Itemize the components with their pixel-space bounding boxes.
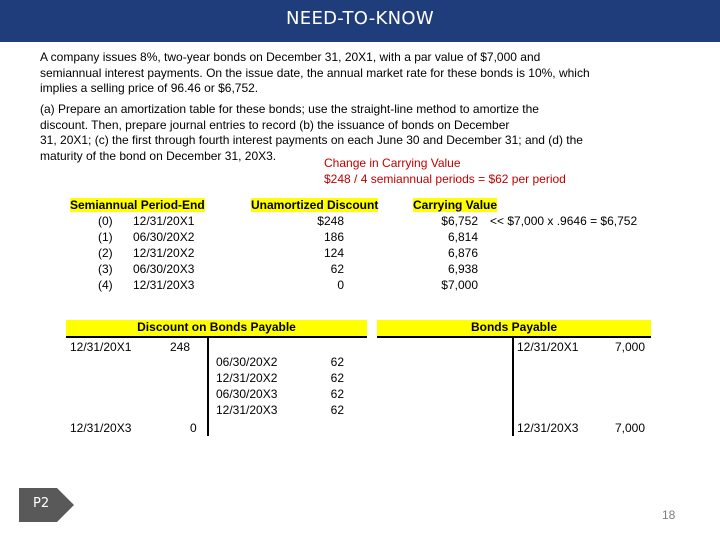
credit-amount: 62 (330, 387, 344, 401)
credit-date: 12/31/20X3 (216, 403, 278, 417)
period-label: (1) (98, 230, 113, 244)
period-label: (2) (98, 246, 113, 260)
intro-paragraph (40, 50, 590, 97)
period-label: (3) (98, 262, 113, 276)
change-title: Change in Carrying Value (324, 156, 461, 170)
debit-amount: 248 (170, 340, 191, 354)
intro-line: A company issues 8%, two-year bonds on December 31, 20X1, with a par value of $7,000 and (40, 50, 541, 64)
carrying-value: $6,752 (441, 214, 478, 228)
t-account-horizontal-rule (66, 336, 367, 338)
carrying-value: $7,000 (441, 278, 478, 292)
ending-balance: 7,000 (614, 421, 645, 435)
carrying-value: 6,938 (447, 262, 478, 276)
learning-objective-label: P2 (33, 496, 50, 511)
col-header-discount: Unamortized Discount (251, 198, 379, 212)
period-date: 12/31/20X1 (133, 214, 195, 228)
task-line: 31, 20X1; (c) the first through fourth interest payments on each June 30 and December 31; and (d) the (40, 133, 583, 147)
unamortized-discount: 0 (337, 278, 344, 292)
ending-balance: 0 (190, 421, 197, 435)
page-number: 18 (662, 508, 676, 522)
unamortized-discount: 186 (323, 230, 344, 244)
unamortized-discount: $248 (317, 214, 344, 228)
credit-amount: 62 (330, 403, 344, 417)
t-account-title: Bonds Payable (470, 320, 558, 334)
ending-date: 12/31/20X3 (517, 421, 579, 435)
period-label: (0) (98, 214, 113, 228)
t-account-horizontal-rule (377, 336, 651, 338)
task-paragraph (40, 102, 583, 164)
t-account-title: Discount on Bonds Payable (137, 320, 296, 334)
unamortized-discount: 124 (323, 246, 344, 260)
period-date: 12/31/20X3 (133, 278, 195, 292)
credit-date: 06/30/20X3 (216, 387, 278, 401)
unamortized-discount: 62 (330, 262, 344, 276)
intro-line: implies a selling price of 96.46 or $6,752. (40, 81, 259, 95)
ending-date: 12/31/20X3 (70, 421, 132, 435)
credit-date: 12/31/20X1 (517, 340, 579, 354)
task-line: discount. Then, prepare journal entries to record (b) the issuance of bonds on December (40, 117, 510, 132)
credit-amount: 62 (330, 371, 344, 385)
period-label: (4) (98, 278, 113, 292)
credit-amount: 62 (330, 355, 344, 369)
t-account-vertical-rule (207, 336, 209, 436)
col-header-carrying: Carrying Value (413, 198, 498, 212)
period-date: 06/30/20X3 (133, 262, 195, 276)
period-date: 06/30/20X2 (133, 230, 195, 244)
t-account-vertical-rule (512, 336, 514, 436)
price-calc-note: << $7,000 x .9646 = $6,752 (490, 214, 638, 228)
task-line: maturity of the bond on December 31, 20X3. (40, 148, 277, 163)
intro-line: semiannual interest payments. On the issue date, the annual market rate for these bonds is 10%, which (40, 65, 590, 80)
page-title: NEED-TO-KNOW (286, 8, 434, 29)
carrying-value: 6,814 (447, 230, 478, 244)
debit-date: 12/31/20X1 (70, 340, 132, 354)
credit-amount: 7,000 (614, 340, 645, 354)
credit-date: 12/31/20X2 (216, 371, 278, 385)
task-line: (a) Prepare an amortization table for these bonds; use the straight-line method to amortize the (40, 102, 539, 116)
period-date: 12/31/20X2 (133, 246, 195, 260)
credit-date: 06/30/20X2 (216, 355, 278, 369)
col-header-period: Semiannual Period-End (70, 198, 205, 212)
change-calc: $248 / 4 semiannual periods = $62 per period (324, 172, 566, 186)
carrying-value: 6,876 (447, 246, 478, 260)
